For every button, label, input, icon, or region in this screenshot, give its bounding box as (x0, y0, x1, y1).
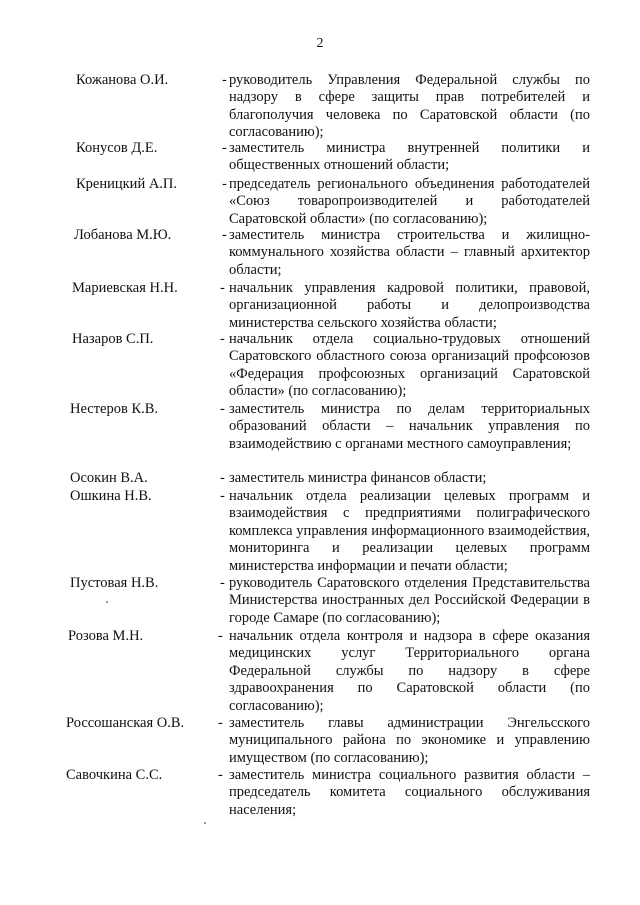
entry-description: начальник отдела контроля и надзора в сфере оказания медицинских услуг Территориального органа Федеральной службы по надзору в сфере здравоохранения по Саратовской области (по согласованию); (229, 628, 590, 714)
entry-description: начальник отдела социально-трудовых отношений Саратовского областного союза организаций профсоюзов «Федерация профсоюзных организаций Саратовской области» (по согласованию); (229, 331, 590, 400)
entry-name: Савочкина С.С. (66, 767, 163, 783)
entry-description: заместитель министра финансов области; (229, 470, 487, 486)
entry-name: Розова М.Н. (68, 628, 144, 644)
entry-description: начальник отдела реализации целевых программ и взаимодействия с предприятиями полиграфического комплекса управления информационного взаимодействия, мониторинга и реализации целевых программ министерства информации и печати области; (229, 488, 590, 574)
entry-dash: - (220, 488, 225, 504)
entry-dash: - (222, 140, 227, 156)
entry-description: начальник управления кадровой политики, правовой, организационной работы и делопроизводства министерства сельского хозяйства области; (229, 280, 590, 331)
entry-dash: - (222, 176, 227, 192)
entry-name: Назаров С.П. (72, 331, 154, 347)
entry-dash: - (220, 401, 225, 417)
entry-description: руководитель Управления Федеральной службы по надзору в сфере защиты прав потребителей и благополучия человека по Саратовской области (по согласованию); (229, 72, 590, 141)
entry-description: заместитель министра строительства и жилищно-коммунального хозяйства области – главный архитектор области; (229, 227, 590, 278)
entry-description: заместитель министра по делам территориальных образований области – начальник управления по взаимодействию с органами местного самоуправления; (229, 401, 590, 452)
entry-name: Мариевская Н.Н. (72, 280, 178, 296)
scan-speck (204, 822, 206, 824)
entry-name: Кожанова О.И. (76, 72, 169, 88)
entry-description: заместитель министра внутренней политики и общественных отношений области; (229, 140, 590, 174)
entry-dash: - (218, 767, 223, 783)
entry-name: Россошанская О.В. (66, 715, 185, 731)
entry-dash: - (220, 280, 225, 296)
entry-description: заместитель министра социального развития области – председатель комитета социального обслуживания населения; (229, 767, 590, 818)
entry-dash: - (218, 715, 223, 731)
entry-name: Конусов Д.Е. (76, 140, 158, 156)
entry-dash: - (218, 628, 223, 644)
entry-name: Осокин В.А. (70, 470, 148, 486)
entry-dash: - (220, 470, 225, 486)
entry-name: Креницкий А.П. (76, 176, 178, 192)
entry-description: заместитель главы администрации Энгельсского муниципального района по экономике и управлению имуществом (по согласованию); (229, 715, 590, 766)
entry-description: руководитель Саратовского отделения Представительства Министерства иностранных дел Российской Федерации в городе Самаре (по согласованию); (229, 575, 590, 626)
entry-name: Лобанова М.Ю. (74, 227, 172, 243)
page-number: 2 (316, 36, 324, 51)
entry-description: председатель регионального объединения работодателей «Союз товаропроизводителей и работодателей Саратовской области» (по согласованию); (229, 176, 590, 227)
entry-dash: - (222, 72, 227, 88)
entry-dash: - (220, 331, 225, 347)
entry-dash: - (220, 575, 225, 591)
entry-dash: - (222, 227, 227, 243)
entry-name: Нестеров К.В. (70, 401, 159, 417)
scan-speck (106, 601, 108, 603)
entry-name: Ошкина Н.В. (70, 488, 152, 504)
entry-name: Пустовая Н.В. (70, 575, 159, 591)
